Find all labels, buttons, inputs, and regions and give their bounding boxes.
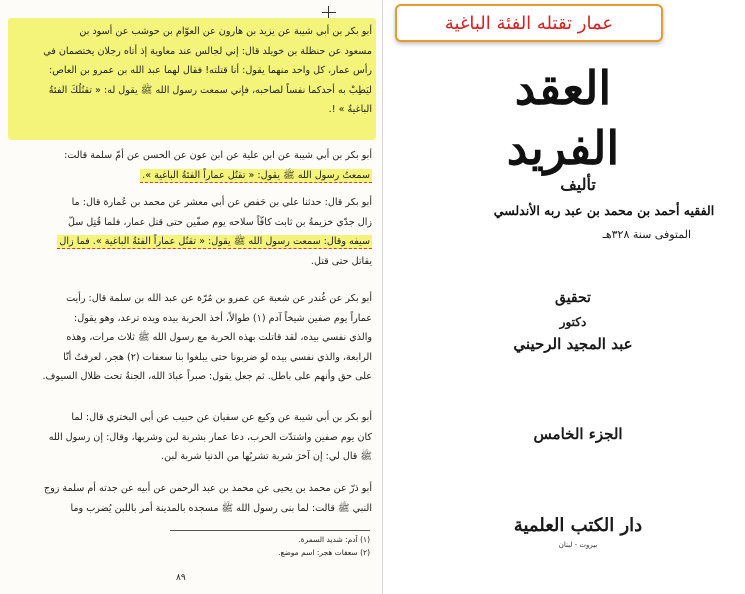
footnotes [170, 533, 370, 559]
paragraph-line [12, 166, 372, 186]
editing-label: تحقيق [555, 290, 591, 306]
author-name: الفقيه أحمد بن محمد بن عبد ربه الأندلسي [493, 203, 715, 218]
paragraph-line [12, 232, 372, 252]
paragraph-line: أبو بكر بن أبي شيبة عن وكيع عن سفيان عن حبيب عن أبي البختري قال: لما [71, 412, 372, 423]
paragraph-line: أبو ذرّ عن محمد بن يحيى عن محمد بن عبد الرحمن عن أبيه عن جدته أم سلمة زوج [43, 483, 372, 494]
paragraph-line: الرابعة، والذي نفسي بيده لو ضربونا حتى يبلغوا بنا سعفات (٢) هجر، لعرفتُ أنّا [63, 351, 372, 363]
paragraph-line: والذي نفسي بيده، لقد قاتلت بهذه الحربة مع رسول الله ﷺ ثلاث مرات، وهذه [66, 332, 372, 343]
book-cover-page [383, 0, 745, 594]
footnote: (٢) سعفات هجر: اسم موضع. [278, 548, 370, 557]
authored-by-label: تأليف [560, 175, 596, 194]
paragraph-line: مسعود عن حنظلة بن خويلد قال: إني لجالس عند معاوية إذ أتاه رجلان يختصمان في [43, 45, 372, 57]
paragraph-line: أبو بكر قال: حدثنا علي بن حَفص عن أبي معشر عن محمد بن عُمارة قال: ما [71, 197, 372, 208]
editor-name: عبد المجيد الرحيني [513, 335, 633, 353]
paragraph-line: على حق وأنهم على باطل. ثم جعل يقول: صبراً عبادَ الله، الجنةُ تحت ظلال السيوف. [42, 371, 372, 382]
paragraph-5 [12, 408, 372, 467]
book-title: العقد الفريد [506, 61, 620, 175]
author-death-year: المتوفى سنة ٣٢٨هـ [602, 228, 691, 241]
paragraph-line: يقاتل حتى قتل. [310, 255, 372, 267]
paragraph-line: ليَطِبْ به أحدكما نفساً لصاحبه، فإني سمعت رسول الله ﷺ يقول له: « تقتُلُكَ الفئةُ [48, 84, 372, 96]
paragraph-line: أبو بكر بن أبي شيبة عن يزيد بن هارون عن العوّام بن حوشب عن أسود بن [79, 26, 372, 37]
paragraph-line: أبو بكر عن غُندر عن شعبة عن عمرو بن مُرّة عن عبد الله بن سلمة قال: رأيت [66, 293, 372, 304]
paragraph-line: رأس عمار، كل واحد منهما يقول: أنا قتلته! فقال لهما عبد الله بن عمرو بن العاص: [48, 65, 372, 76]
paragraph-6 [12, 479, 372, 518]
caption-banner [395, 4, 663, 42]
paragraph-2 [12, 146, 372, 185]
highlighted-quote: سيفه وقال: سمعت رسول الله ﷺ يقول: « تقتُل عماراً الفئةُ الباغية ». فما زال [59, 236, 370, 247]
paragraph-line: كان يوم صفين واشتدّت الحرب، دعا عمار بشربة لبن وشربها، وقال: إن رسول الله [48, 431, 372, 443]
highlighted-quote: سمعتُ رسول الله ﷺ يقول: « تقتُل عماراً الفئةُ الباغية ». [142, 169, 370, 181]
paragraph-1 [12, 22, 372, 120]
paragraph-4 [12, 289, 372, 387]
volume-label: الجزء الخامس [533, 425, 623, 443]
paragraph-3 [12, 193, 372, 271]
paragraph-line: عماراً يوم صفين شيخاً آدم (١) طوالاً، أخذ الحربة بيده ويده ترعد، وهو يقول: [74, 312, 372, 324]
caption-text: عمار تقتله الفئة الباغية [444, 12, 614, 34]
paragraph-line: النبي ﷺ قالت: لما بنى رسول الله ﷺ مسجده بالمدينة أمر باللبن يُضرب وما [70, 502, 372, 514]
publisher-location: بيروت - لبنان [558, 541, 598, 549]
footnote-divider [170, 530, 370, 531]
editor-title: دكتور [559, 315, 587, 329]
page-number: ٨٩ [176, 573, 186, 583]
paragraph-line: زال جدّي خزيمةُ بن ثابت كافّاً سلاحه يوم صفّين حتى قتل عمار، فلما قُتِل سلّ [67, 216, 372, 228]
footnote: (١) آدم: شديد السمرة. [298, 535, 370, 544]
publisher-logo: دار الكتب العلمية [513, 515, 643, 536]
paragraph-line: الباغيةُ » !. [328, 104, 372, 115]
paragraph-line: أبو بكر بن أبي شيبة عن ابن علية عن ابن عون عن الحسن عن أمّ سلمة قالت: [64, 150, 372, 161]
paragraph-line: ﷺ قال لي: إن آخرَ شربة تشربُها من الدنيا شربة لبن. [161, 451, 372, 462]
